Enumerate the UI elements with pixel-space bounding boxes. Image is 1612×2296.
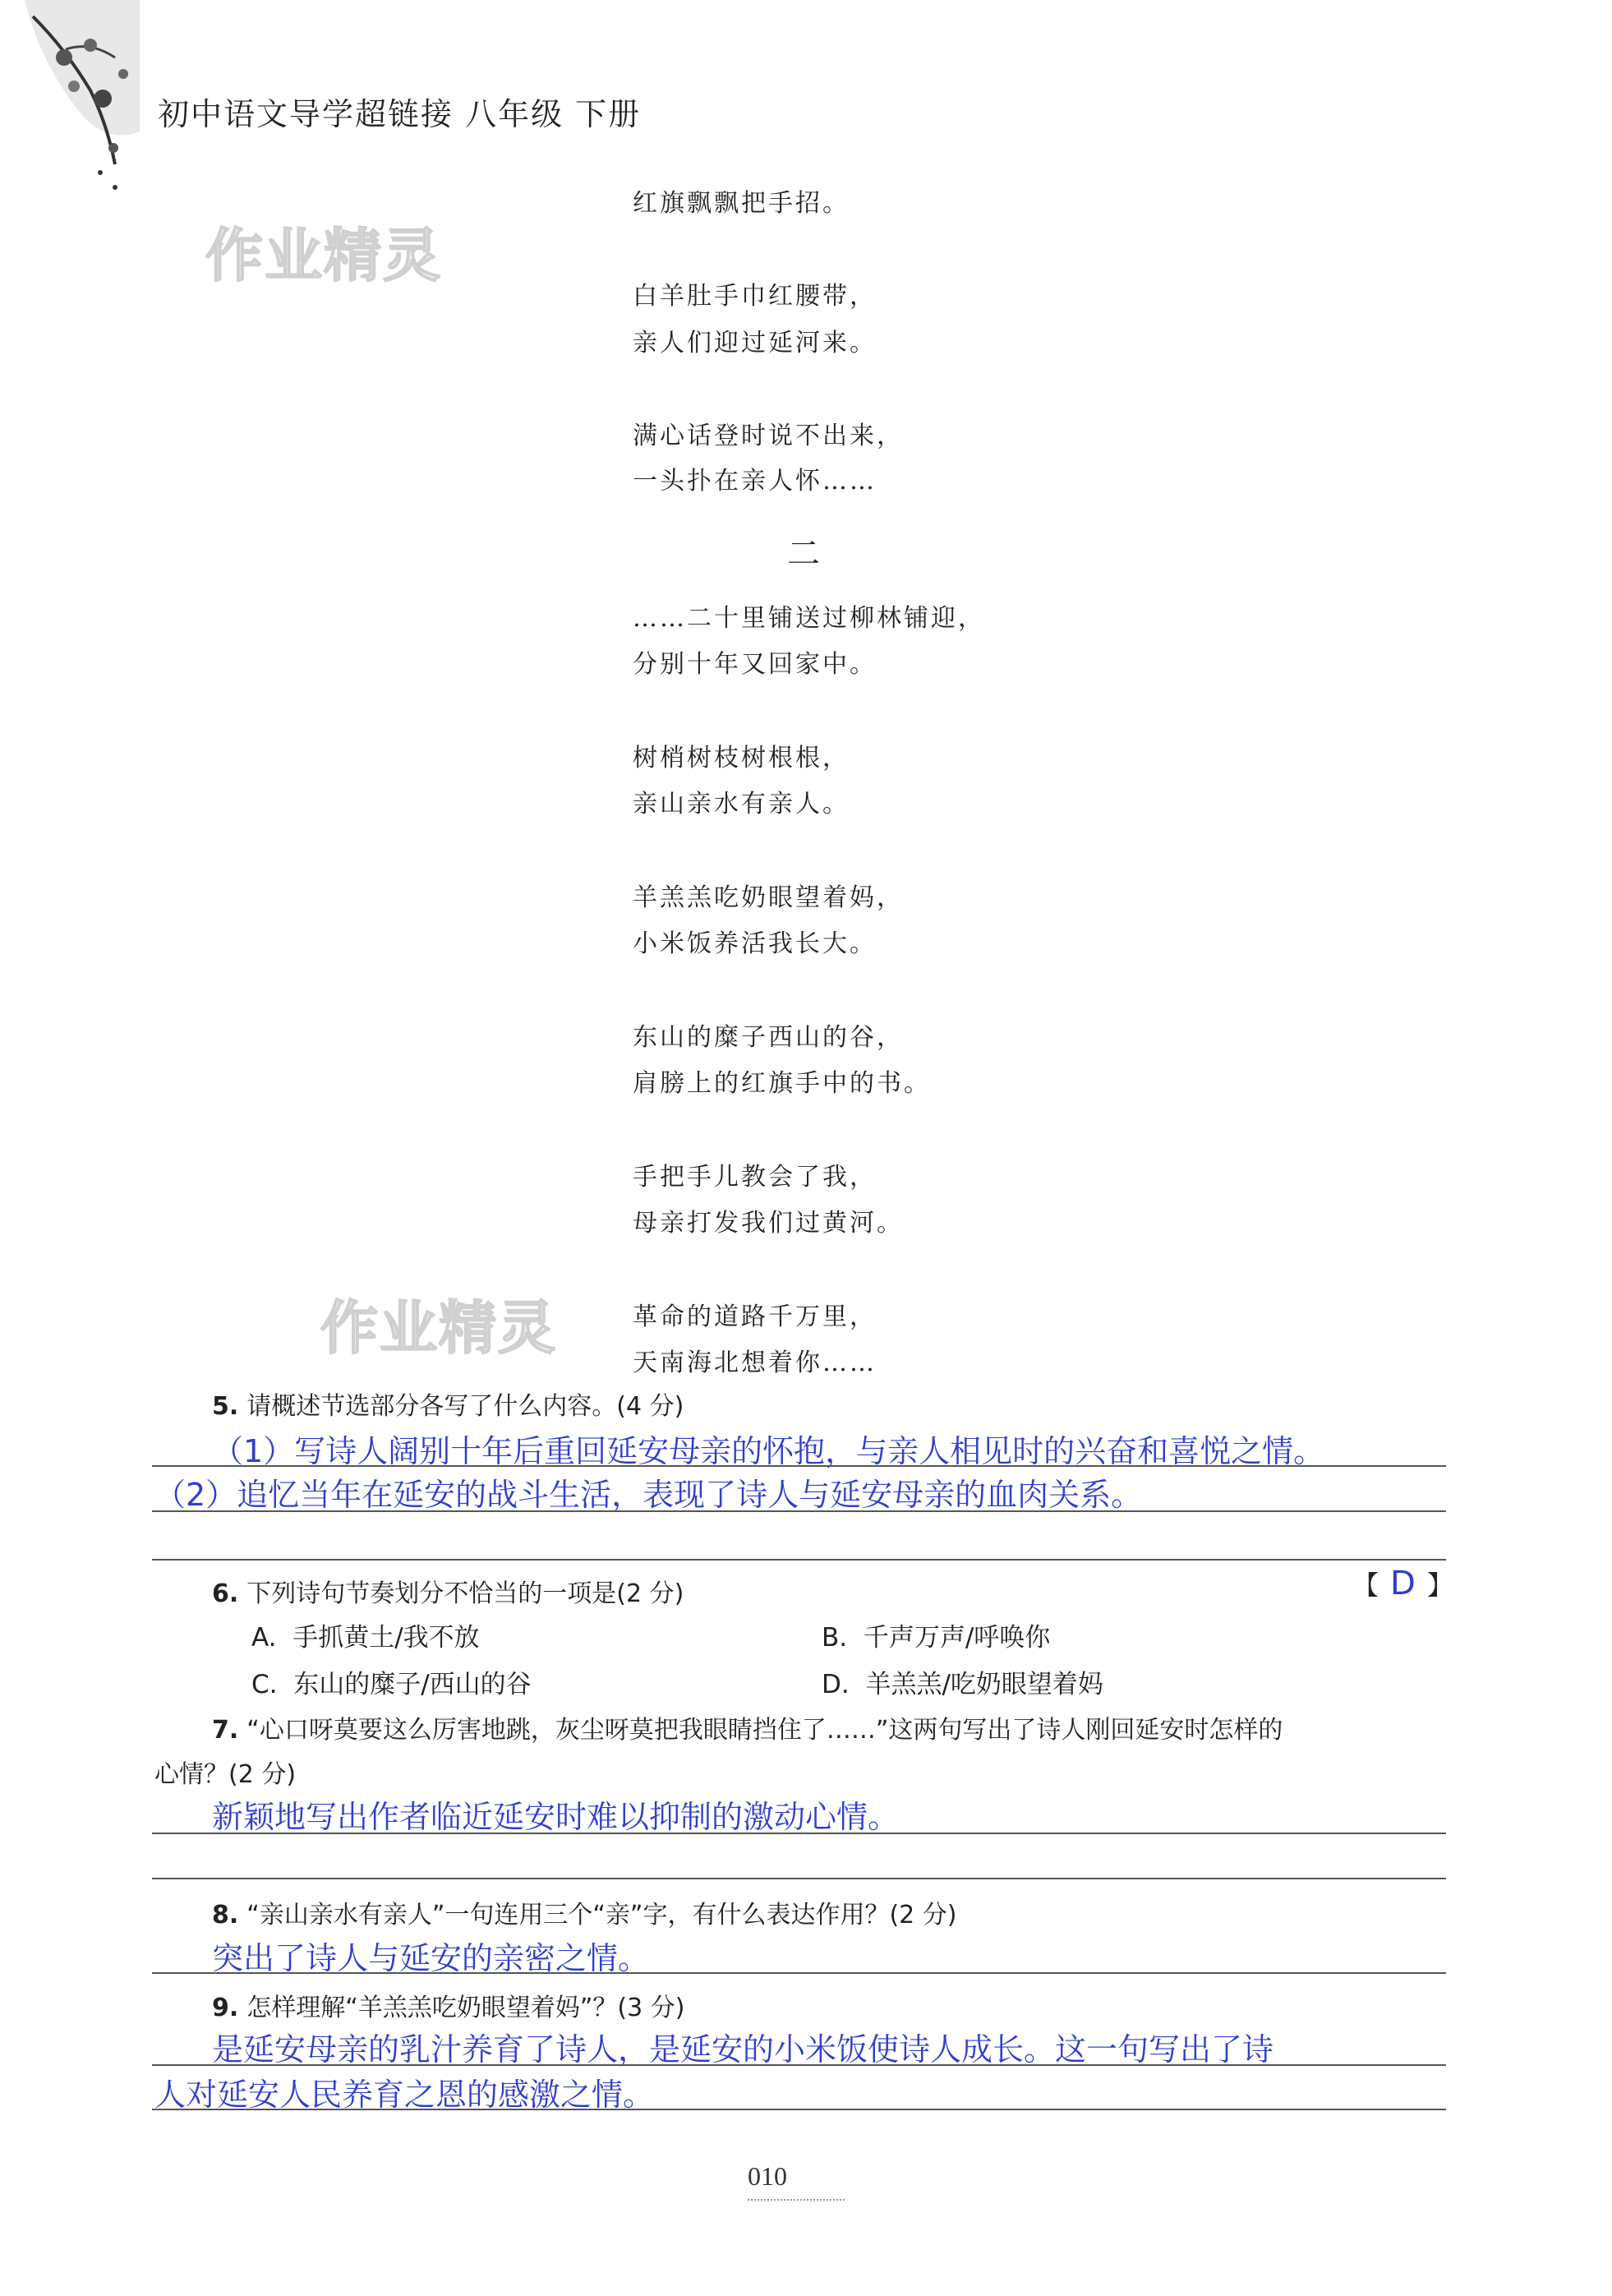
question-text: 下列诗句节奏划分不恰当的一项是(2 分) [246,1579,684,1608]
question-7-continued: 心情？(2 分) [154,1760,297,1789]
option-a [251,1616,480,1653]
question-number: 6. [212,1579,239,1608]
poem-line: 羊羔羔吃奶眼望着妈， [633,883,904,912]
ink-plum-blossom-decoration [16,0,148,197]
question-text: “心口呀莫要这么厉害地跳，灰尘呀莫把我眼睛挡住了……”这两句写出了诗人刚回延安时怎样的 [246,1716,1283,1745]
question-5 [212,1385,684,1422]
page-number-underline [748,2199,845,2201]
poem-line: 一头扑在亲人怀…… [633,467,877,496]
answer-text: 是延安母亲的乳汁养育了诗人，是延安的小米饭使诗人成长。这一句写出了诗 [212,2031,1274,2068]
answer-line [152,1510,1446,1512]
poem-line: 满心话登时说不出来， [633,422,904,450]
answer-line [152,2064,1446,2066]
answer-choice: D [1390,1565,1416,1602]
poem-line: 树梢树枝树根根， [633,744,850,772]
answer-text: 新颖地写出作者临近延安时难以抑制的激动心情。 [212,1799,900,1835]
poem-line: 分别十年又回家中。 [633,650,877,679]
page-number: 010 [748,2161,787,2191]
answer-line [152,1972,1446,1974]
option-b [822,1616,1050,1653]
poem-line: 手把手儿教会了我， [633,1163,877,1192]
question-text: 请概述节选部分各写了什么内容。(4 分) [246,1392,684,1421]
answer-line [152,1559,1446,1561]
poem-line: ……二十里铺送过柳林铺迎， [633,604,985,633]
question-number: 5. [212,1392,239,1421]
option-c [251,1663,532,1700]
bracket-open: 【 [1352,1570,1379,1601]
question-text: 怎样理解“羊羔羔吃奶眼望着妈”？(3 分) [246,1994,685,2022]
option-text: 千声万声/呼唤你 [863,1623,1051,1653]
bracket-close: 】 [1426,1570,1453,1601]
answer-line [152,1833,1446,1834]
poem-line: 小米饭养活我长大。 [633,929,877,958]
answer-text: （1）写诗人阔别十年后重回延安母亲的怀抱，与亲人相见时的兴奋和喜悦之情。 [212,1433,1325,1469]
poem-line: 亲人们迎过延河来。 [633,329,877,357]
answer-text: 突出了诗人与延安的亲密之情。 [212,1940,650,1976]
answer-text: 人对延安人民养育之恩的感激之情。 [154,2077,655,2113]
option-label: A. [251,1623,277,1653]
poem-line: 亲山亲水有亲人。 [633,790,850,818]
watermark-top: 作业精灵 [205,222,442,289]
book-title: 初中语文导学超链接 八年级 下册 [158,96,642,132]
answer-line [152,1878,1446,1879]
poem-line: 肩膀上的红旗手中的书。 [633,1069,931,1098]
question-7 [212,1709,1283,1745]
question-6 [212,1573,684,1609]
question-text: “亲山亲水有亲人”一句连用三个“亲”字，有什么表达作用？(2 分) [246,1901,957,1929]
answer-text: （2）追忆当年在延安的战斗生活，表现了诗人与延安母亲的血肉关系。 [154,1477,1143,1513]
poem-line: 母亲打发我们过黄河。 [633,1209,904,1238]
question-8 [212,1894,956,1930]
poem-line: 白羊肚手巾红腰带， [633,282,877,311]
option-d [822,1663,1103,1700]
answer-line [152,2109,1446,2110]
option-label: C. [251,1670,278,1699]
option-text: 手抓黄土/我不放 [292,1623,480,1653]
question-number: 8. [212,1901,239,1929]
poem-line: 东山的糜子西山的谷， [633,1023,904,1052]
option-text: 羊羔羔/吃奶眼望着妈 [865,1670,1103,1699]
answer-bracket [1352,1565,1453,1602]
question-number: 9. [212,1994,239,2022]
question-9 [212,1987,684,2023]
section-number: 二 [787,535,820,573]
poem-line: 革命的道路千万里， [633,1302,877,1331]
option-label: B. [822,1623,848,1653]
question-number: 7. [212,1716,239,1745]
option-text: 东山的糜子/西山的谷 [293,1670,532,1699]
answer-line [152,1465,1446,1467]
option-label: D. [822,1670,850,1699]
poem-line: 红旗飘飘把手招。 [633,189,850,218]
watermark-bottom: 作业精灵 [320,1294,557,1362]
poem-line: 天南海北想着你…… [633,1349,877,1377]
